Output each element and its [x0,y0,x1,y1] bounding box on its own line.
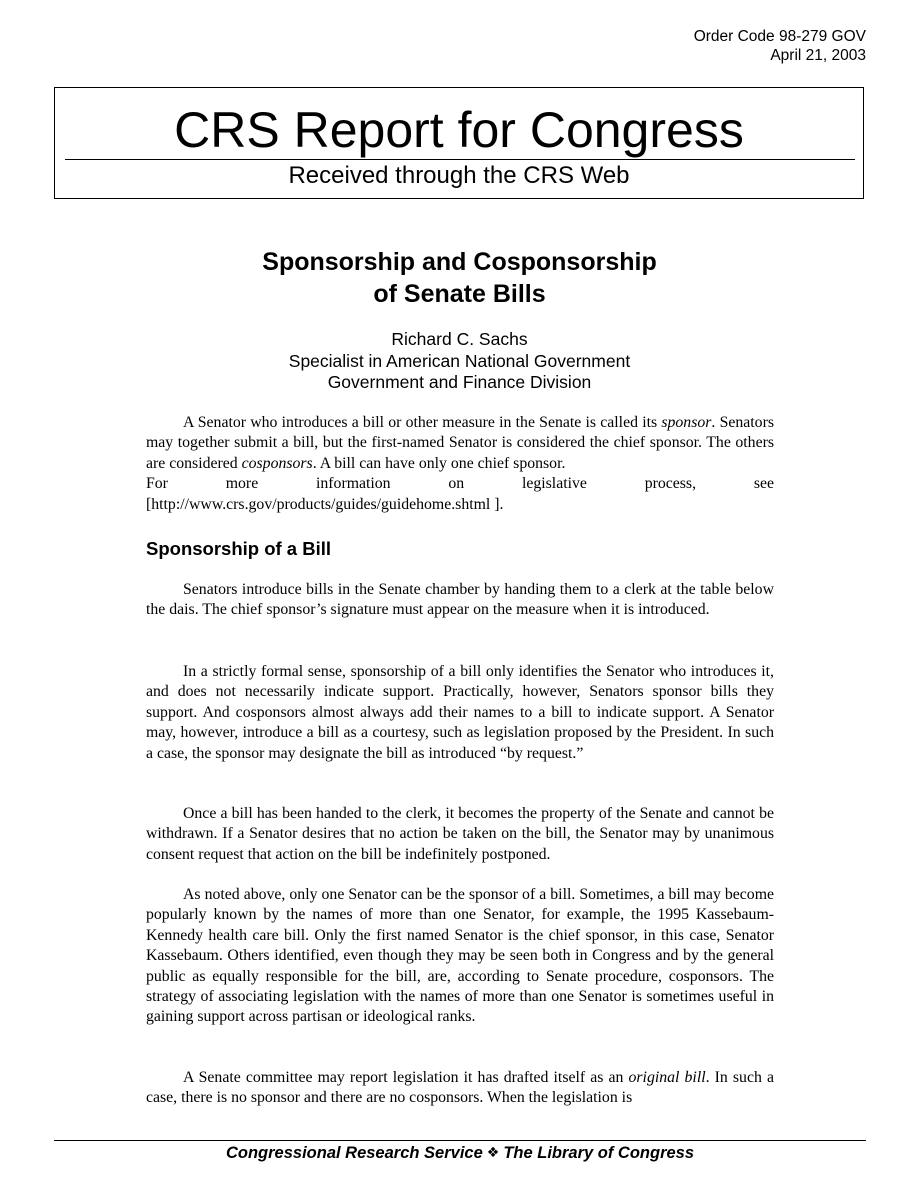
author-block [146,329,773,394]
report-date: April 21, 2003 [770,47,866,64]
section-paragraph-3: Once a bill has been handed to the clerk, it becomes the property of the Senate and cannot be withdrawn. If a Senator desires that no action be taken on the bill, the Senator may by unanimous consent request that action on the bill be indefinitely postponed. [146,805,774,863]
document-title-line-2: of Senate Bills [373,280,546,308]
order-info [694,27,866,65]
section-paragraph-4: As noted above, only one Senator can be the sponsor of a bill. Sometimes, a bill may become popularly known by the names of more than one Senator, for example, the 1995 Kassebaum-Kennedy health care bill. Only the first named Senator is the chief sponsor, in this case, Senator Kassebaum. Others identified, even though they may be seen both in Congress and by the general public as equally responsible for the bill, are, according to Senate procedure, cosponsors. The strategy of associating legislation with the names of more than one Senator is sometimes useful in gaining support across partisan or ideological ranks. [146,886,774,1026]
guide-url: [http://www.crs.gov/products/guides/guidehome.shtml ]. [146,495,504,513]
banner-divider [65,159,855,160]
cosponsors-term: cosponsors [241,454,313,472]
more-info-line: For more information on legislative process, see [146,475,774,493]
document-title-line-1: Sponsorship and Cosponsorship [262,248,657,276]
author-name: Richard C. Sachs [391,329,528,349]
diamond-separator-icon: ❖ [486,1145,500,1161]
footer-right-text: The Library of Congress [503,1144,695,1162]
section-paragraph-2: In a strictly formal sense, sponsorship of a bill only identifies the Senator who introduces it, and does not necessarily indicate support. Practically, however, Senators sponsor bills they support. And cosponsors almost always add their names to a bill to indicate support. A Senator may, however, introduce a bill as a courtesy, such as legislation proposed by the President. In such a case, the sponsor may designate the bill as introduced “by request.” [146,663,774,762]
author-position: Specialist in American National Government [288,350,631,371]
document-title [146,246,773,310]
footer-left-text: Congressional Research Service [225,1144,483,1162]
section-paragraph-1: Senators introduce bills in the Senate chamber by handing them to a clerk at the table below the dais. The chief sponsor’s signature must appear on the measure when it is introduced. [146,581,774,619]
section-paragraph-5: A Senate committee may report legislation it has drafted itself as an original bill. In such a case, there is no sponsor and there are no cosponsors. When the legislation is [146,1069,774,1107]
author-division: Government and Finance Division [327,372,592,392]
report-subtitle: Received through the CRS Web [288,162,630,189]
report-title: CRS Report for Congress [174,102,744,158]
sponsor-term: sponsor [661,414,712,431]
intro-paragraph [146,413,774,515]
section-heading: Sponsorship of a Bill [146,538,332,559]
original-bill-term: original bill [628,1069,706,1086]
footer [54,1143,866,1163]
report-banner [54,87,864,199]
intro-text: A Senator who introduces a bill or other measure in the Senate is called its sponsor. Senators may together submit a bill, but the first-named Senator is considered the chief sponsor. The others are considered cosponsors. A bill can have only one chief sponsor. [146,414,774,472]
footer-divider [54,1140,866,1141]
order-code: Order Code 98-279 GOV [693,28,866,45]
